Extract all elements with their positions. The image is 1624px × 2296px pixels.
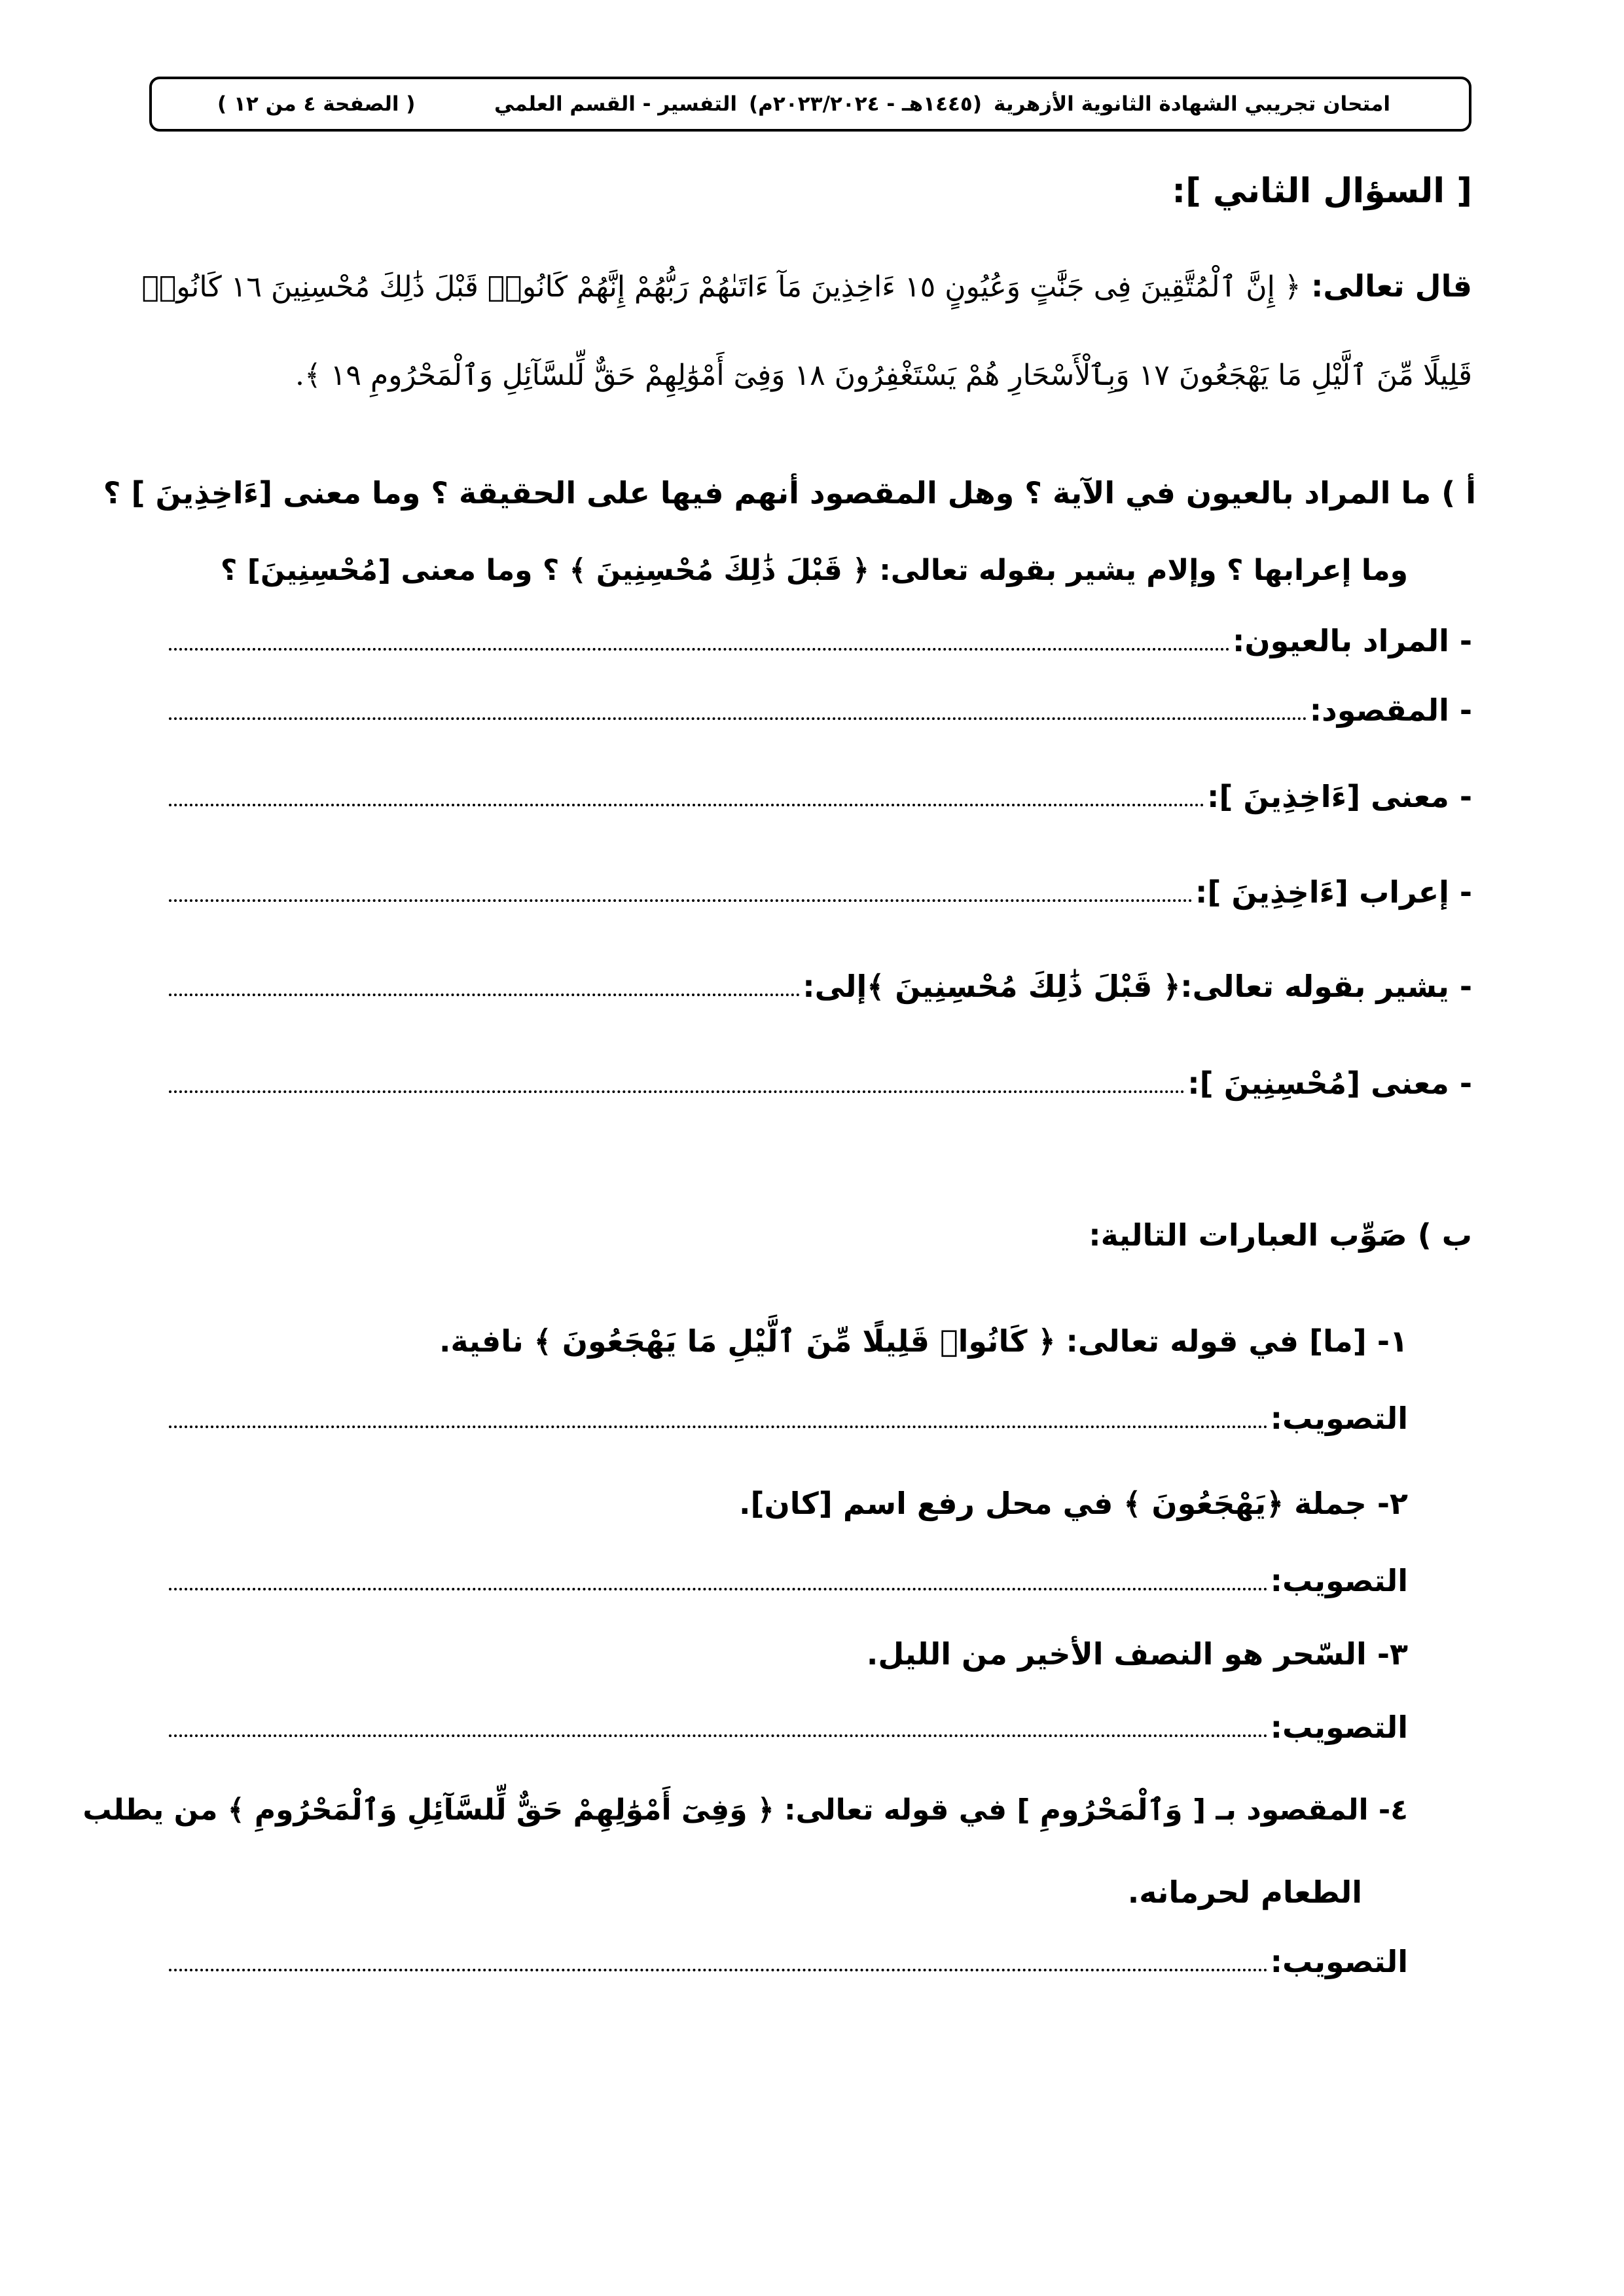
correction-label: التصويب: <box>1270 1563 1408 1598</box>
answer-line[interactable] <box>169 648 1230 651</box>
answer-label: - يشير بقوله تعالى:﴿ قَبْلَ ذَٰلِكَ مُحْسِنِينَ ﴾إلى: <box>803 969 1472 1004</box>
correction-row <box>169 1944 1408 1979</box>
answer-row <box>169 1066 1472 1101</box>
correction-line[interactable] <box>169 1734 1268 1737</box>
correction-row <box>169 1563 1408 1598</box>
verse-text-2: قَلِيلًا مِّنَ ٱلَّيْلِ مَا يَهْجَعُونَ ١٧ وَبِٱلْأَسْحَارِ هُمْ يَسْتَغْفِرُونَ ١٨ وَفِىٓ أَمْوَٰلِهِمْ حَقٌّ لِّلسَّآئِلِ وَٱلْمَحْرُومِ ١٩ ﴾. <box>295 359 1472 392</box>
exam-subject: التفسير - القسم العلمي <box>494 92 738 116</box>
question-title: [ السؤال الثاني ]: <box>1172 171 1472 211</box>
correction-label: التصويب: <box>1270 1401 1408 1436</box>
answer-row <box>169 874 1472 910</box>
answer-label: - معنى [ءَاخِذِينَ ]: <box>1206 779 1472 814</box>
correction-line[interactable] <box>169 1426 1268 1428</box>
part-b-item: ٤- المقصود بـ [ وَٱلْمَحْرُومِ ] في قوله تعالى: ﴿ وَفِىٓ أَمْوَٰلِهِمْ حَقٌّ لِّلسَّآئِلِ وَٱلْمَحْرُومِ ﴾ من يطلب <box>82 1793 1408 1827</box>
answer-label: - معنى [مُحْسِنِينَ ]: <box>1187 1066 1472 1101</box>
page-header <box>149 77 1471 132</box>
answer-row <box>169 969 1472 1004</box>
part-b-item: ٣- السّحر هو النصف الأخير من الليل. <box>866 1636 1408 1672</box>
answer-row <box>169 692 1472 728</box>
verse-intro: قال تعالى: <box>1310 268 1472 304</box>
answer-label: - المقصود: <box>1309 692 1472 728</box>
verse-line-2 <box>295 359 1472 392</box>
answer-row <box>169 779 1472 814</box>
part-a-question-1: أ ) ما المراد بالعيون في الآية ؟ وهل المقصود أنهم فيها على الحقيقة ؟ وما معنى [ءَاخِذِينَ ] ؟ <box>103 475 1476 511</box>
page-number: ( الصفحة ٤ من ١٢ ) <box>217 92 416 116</box>
verse-text-1: ﴿ إِنَّ ٱلْمُتَّقِينَ فِى جَنَّٰتٍ وَعُيُونٍ ١٥ ءَاخِذِينَ مَآ ءَاتَىٰهُمْ رَبُّهُمْ إِنَّهُمْ كَانُوا۟ قَبْلَ ذَٰلِكَ مُحْسِنِينَ ١٦ كَانُوا۟ <box>141 270 1301 304</box>
header-title-group <box>494 92 1390 116</box>
part-a-question-2: وما إعرابها ؟ وإلام يشير بقوله تعالى: ﴿ قَبْلَ ذَٰلِكَ مُحْسِنِينَ ﴾ ؟ وما معنى [مُحْسِنِينَ] ؟ <box>220 554 1408 587</box>
exam-title: امتحان تجريبي الشهادة الثانوية الأزهرية <box>994 92 1390 116</box>
part-b-item: ٢- جملة ﴿يَهْجَعُونَ ﴾ في محل رفع اسم [كان]. <box>739 1486 1408 1521</box>
correction-line[interactable] <box>169 1588 1268 1590</box>
correction-row <box>169 1401 1408 1436</box>
part-b-title: ب ) صَوِّب العبارات التالية: <box>1089 1217 1472 1253</box>
answer-line[interactable] <box>169 899 1193 902</box>
correction-row <box>169 1710 1408 1745</box>
answer-label: - المراد بالعيون: <box>1232 623 1472 658</box>
answer-label: - إعراب [ءَاخِذِينَ ]: <box>1195 874 1472 910</box>
correction-line[interactable] <box>169 1969 1268 1971</box>
correction-label: التصويب: <box>1270 1944 1408 1979</box>
verse-line-1 <box>142 268 1472 304</box>
exam-year: (١٤٤٥هـ - ٢٠٢٣/٢٠٢٤م) <box>749 92 983 116</box>
answer-line[interactable] <box>169 804 1204 806</box>
answer-row <box>169 623 1472 658</box>
part-b-item-continued: الطعام لحرمانه. <box>1127 1874 1362 1910</box>
answer-line[interactable] <box>169 1090 1185 1093</box>
correction-label: التصويب: <box>1270 1710 1408 1745</box>
part-b-item: ١- [ما] في قوله تعالى: ﴿ كَانُوا۟ قَلِيلًا مِّنَ ٱلَّيْلِ مَا يَهْجَعُونَ ﴾ نافية. <box>439 1323 1408 1359</box>
answer-line[interactable] <box>169 717 1307 720</box>
answer-line[interactable] <box>169 994 800 996</box>
